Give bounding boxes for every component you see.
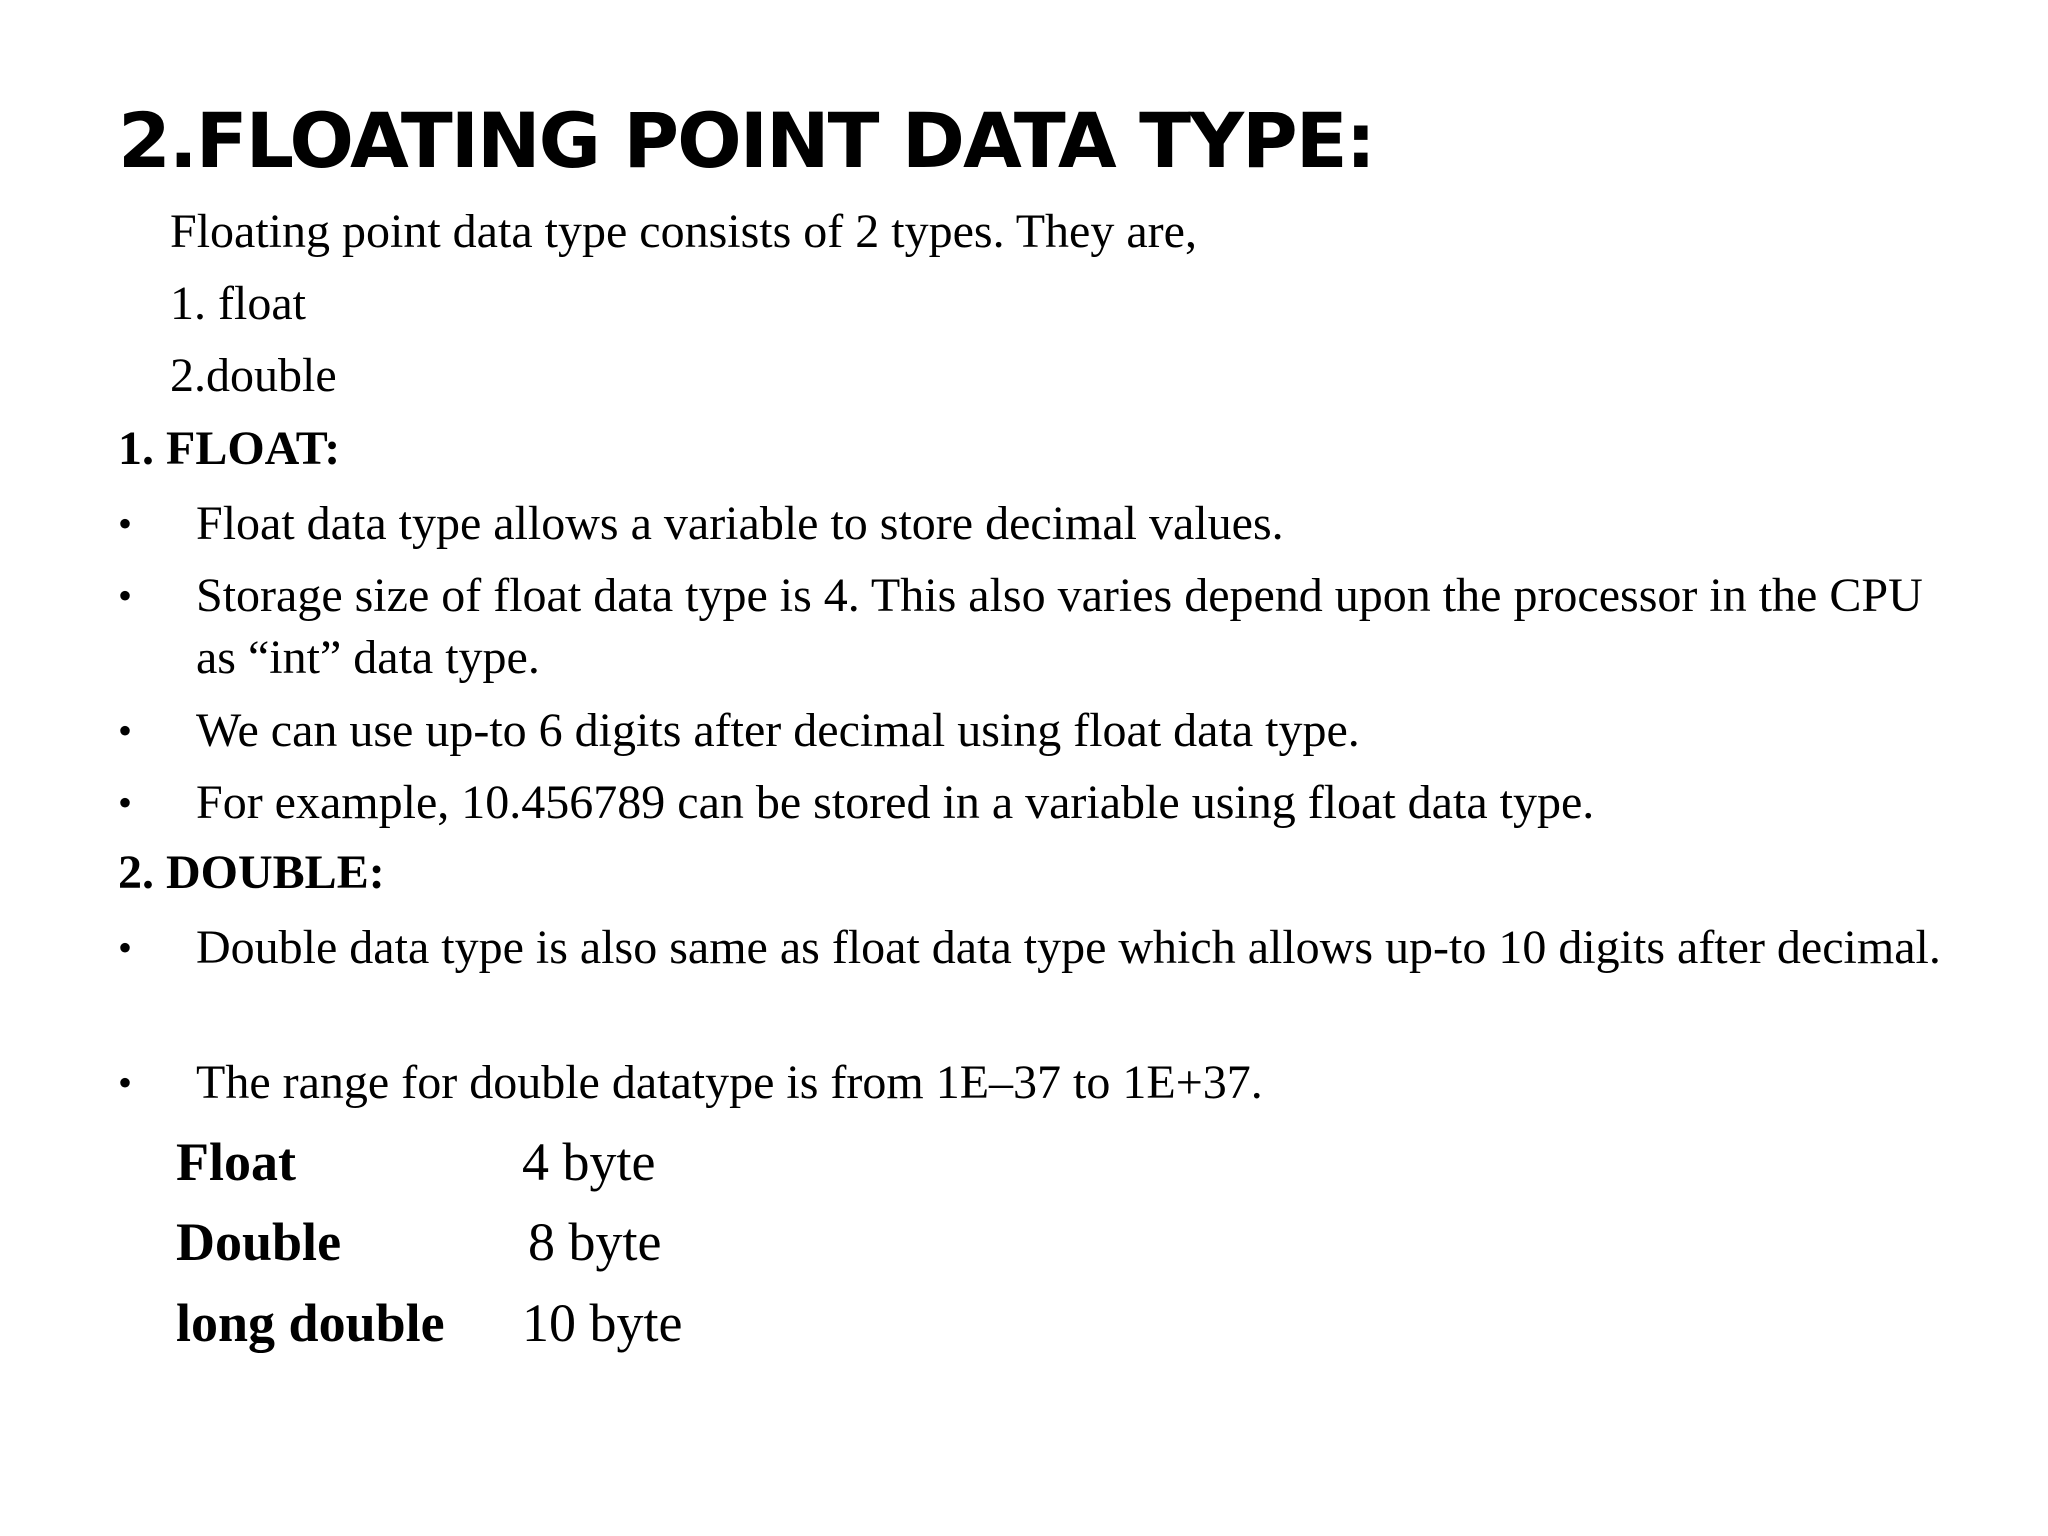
- bullet-marker: •: [118, 925, 133, 970]
- intro-item-float: 1. float: [170, 277, 306, 330]
- bullet-marker: •: [118, 780, 133, 825]
- double-heading: 2. DOUBLE:: [118, 846, 385, 899]
- bullet-marker: •: [118, 573, 133, 618]
- float-bullet-2: Storage size of float data type is 4. This also varies depend upon the processor in the CPU as “int” data type.: [196, 569, 1923, 684]
- intro-sentence: Floating point data type consists of 2 types. They are,: [170, 205, 1197, 258]
- size-row-label-float: Float: [176, 1132, 296, 1192]
- bullet-marker: •: [118, 1060, 133, 1105]
- slide-title: 2.FLOATING POINT DATA TYPE:: [118, 96, 1375, 185]
- float-bullet-1: Float data type allows a variable to store decimal values.: [196, 497, 1284, 550]
- bullet-marker: •: [118, 501, 133, 546]
- float-bullet-4: For example, 10.456789 can be stored in a variable using float data type.: [196, 776, 1595, 829]
- size-row-label-double: Double: [176, 1212, 342, 1272]
- bullet-marker: •: [118, 708, 133, 753]
- size-row-value-double: 8 byte: [528, 1212, 662, 1272]
- intro-item-double: 2.double: [170, 349, 337, 402]
- size-row-value-float: 4 byte: [522, 1132, 656, 1192]
- size-row-label-long-double: long double: [176, 1293, 445, 1353]
- float-bullet-3: We can use up-to 6 digits after decimal using float data type.: [196, 704, 1360, 757]
- double-bullet-1: Double data type is also same as float data type which allows up-to 10 digits after decimal.: [196, 921, 1941, 974]
- size-row-value-long-double: 10 byte: [522, 1293, 683, 1353]
- double-bullet-2: The range for double datatype is from 1E–37 to 1E+37.: [196, 1056, 1263, 1109]
- float-heading: 1. FLOAT:: [118, 422, 341, 475]
